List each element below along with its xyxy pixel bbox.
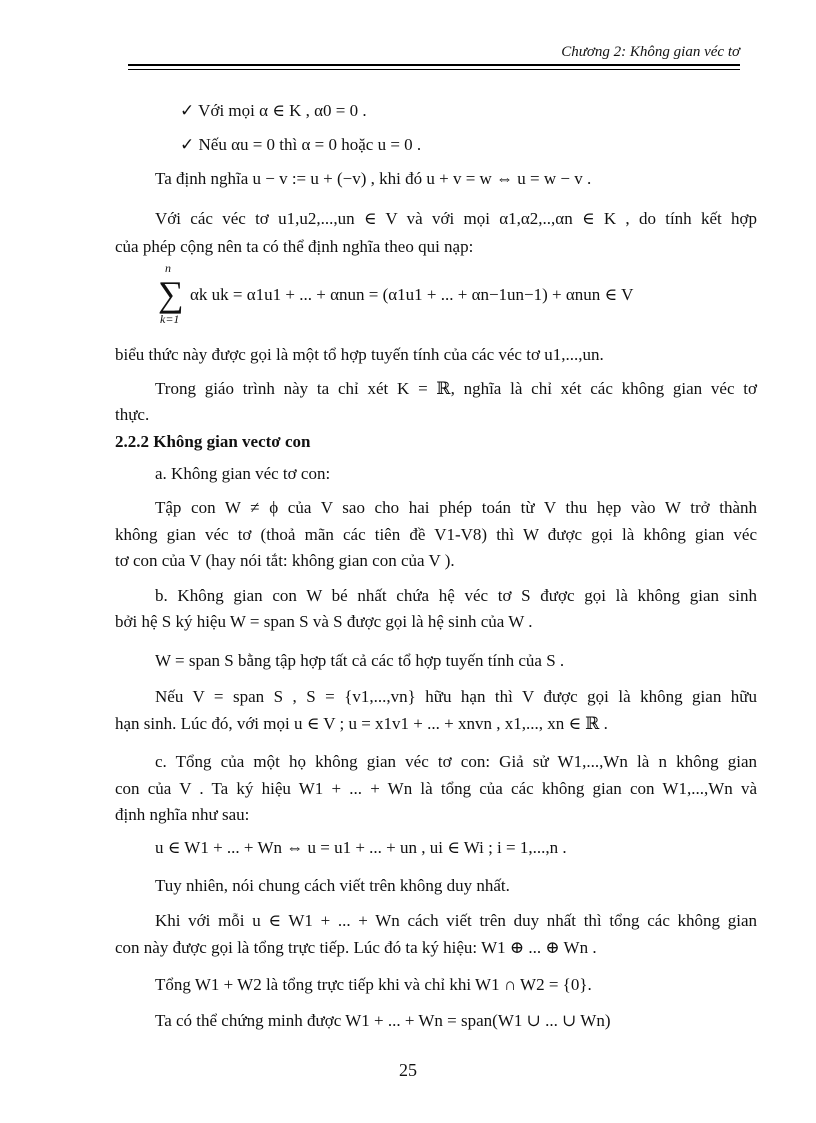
formula-sum: αk uk = α1u1 + ... + αnun = (α1u1 + ... + αn−1un−1) + αnun ∈ V: [190, 285, 634, 304]
line-a-3: tơ con của V (hay nói tắt: không gian con của V ).: [115, 551, 455, 570]
line-b-2: bởi hệ S ký hiệu W = span S và S được gọi là hệ sinh của W .: [115, 612, 533, 631]
line-d-1: Khi với mỗi u ∈ W1 + ... + Wn cách viết trên duy nhất thì tổng các không gian: [155, 911, 757, 930]
line-c-2: con của V . Ta ký hiệu W1 + ... + Wn là tổng của các không gian con W1,...,Wn và: [115, 779, 757, 798]
line-c-4: Tuy nhiên, nói chung cách viết trên không duy nhất.: [155, 876, 510, 895]
page-number: 25: [399, 1060, 417, 1080]
line-def-sub: Ta định nghĩa u − v := u + (−v) , khi đó u + v = w ⇔ u = w − v .: [155, 169, 592, 188]
line-a-title: a. Không gian véc tơ con:: [155, 464, 331, 483]
line-b-3: W = span S bằng tập hợp tất cả các tổ hợp tuyến tính của S .: [155, 651, 565, 670]
line-fin-1: Nếu V = span S , S = {v1,...,vn} hữu hạn thì V được gọi là không gian hữu: [155, 687, 757, 706]
line-fin-2: hạn sinh. Lúc đó, với mọi u ∈ V ; u = x1v1 + ... + xnvn , x1,..., xn ∈ ℝ .: [115, 714, 608, 733]
header-rule-thick: [128, 64, 740, 66]
line-p-combo-1: Với các véc tơ u1,u2,...,un ∈ V và với mọi α1,α2,..,αn ∈ K , do tính kết hợp: [155, 209, 757, 228]
line-check1: ✓ Với mọi α ∈ K , α0 = 0 .: [180, 101, 367, 120]
line-b-1: b. Không gian con W bé nhất chứa hệ véc tơ S được gọi là không gian sinh: [155, 586, 757, 605]
sum-lower-limit: k=1: [160, 312, 180, 326]
line-e-2: Ta có thể chứng minh được W1 + ... + Wn = span(W1 ∪ ... ∪ Wn): [155, 1011, 611, 1030]
line-p-expr: biểu thức này được gọi là một tổ hợp tuyến tính của các véc tơ u1,...,un.: [115, 345, 604, 364]
line-check2: ✓ Nếu αu = 0 thì α = 0 hoặc u = 0 .: [180, 135, 422, 154]
line-a-2: không gian véc tơ (thoả mãn các tiên đề V1-V8) thì W được gọi là không gian véc: [115, 525, 757, 544]
header-rule-thin: [128, 69, 740, 70]
sum-upper-limit: n: [165, 261, 171, 275]
section-title: 2.2.2 Không gian vectơ con: [115, 432, 311, 451]
line-c-1: c. Tổng của một họ không gian véc tơ con: Giả sử W1,...,Wn là n không gian: [155, 752, 757, 771]
line-c-formula: u ∈ W1 + ... + Wn ⇔ u = u1 + ... + un , ui ∈ Wi ; i = 1,...,n .: [155, 838, 567, 857]
line-p-real-1: Trong giáo trình này ta chỉ xét K = ℝ, nghĩa là chỉ xét các không gian véc tơ: [155, 379, 757, 398]
line-c-3: định nghĩa như sau:: [115, 805, 250, 824]
line-a-1: Tập con W ≠ ϕ của V sao cho hai phép toán từ V thu hẹp vào W trở thành: [155, 498, 757, 517]
line-p-real-2: thực.: [115, 405, 150, 424]
sigma-symbol: ∑: [158, 274, 184, 314]
line-p-combo-2: của phép cộng nên ta có thể định nghĩa theo qui nạp:: [115, 237, 474, 256]
line-e-1: Tổng W1 + W2 là tổng trực tiếp khi và chỉ khi W1 ∩ W2 = {0}.: [155, 975, 592, 994]
line-d-2: con này được gọi là tổng trực tiếp. Lúc đó ta ký hiệu: W1 ⊕ ... ⊕ Wn .: [115, 938, 597, 957]
chapter-header: Chương 2: Không gian véc tơ: [561, 44, 740, 60]
